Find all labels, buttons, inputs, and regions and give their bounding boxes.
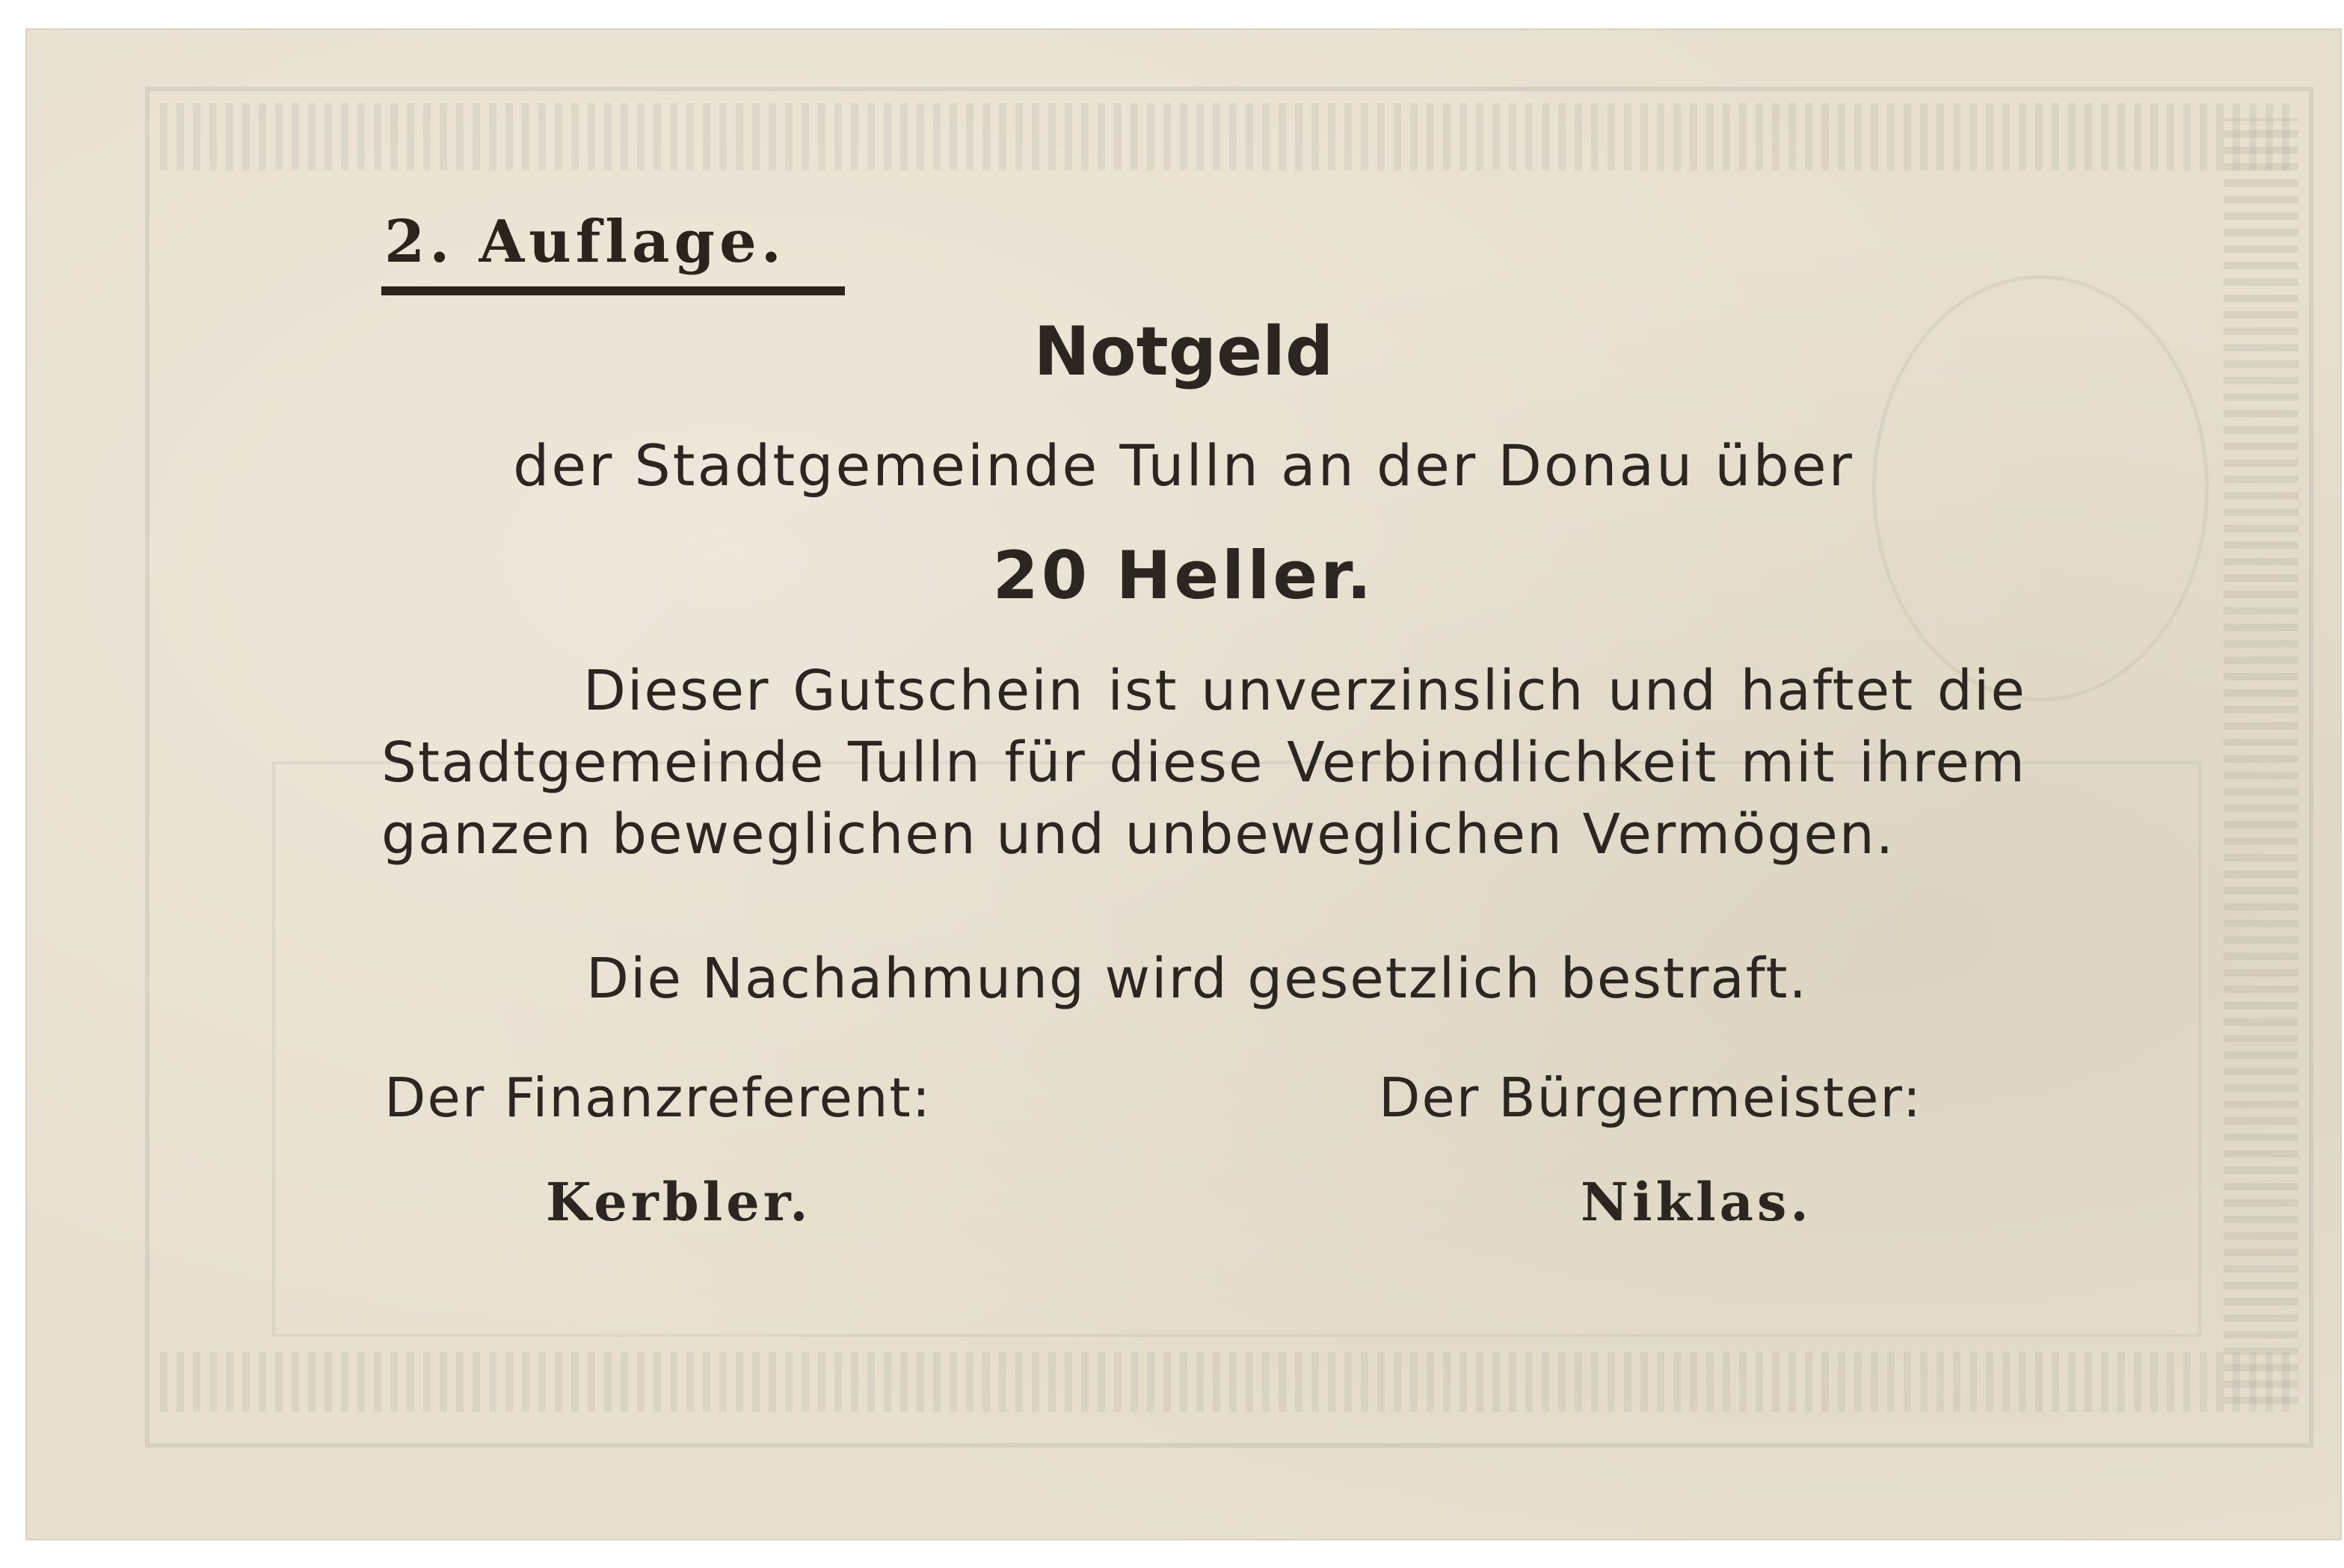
signatory-role-finance: Der Finanzreferent:: [384, 1066, 932, 1129]
liability-text: Dieser Gutschein ist unverzinslich und haftet die Stadtgemeinde Tulln für diese Verbindlichkeit mit ihrem ganzen beweglichen und unbeweglichen Vermögen.: [381, 659, 2026, 867]
edition-label: 2. Auflage.: [384, 208, 786, 276]
show-through-ornament-bottom: [160, 1352, 2298, 1412]
counterfeit-warning: Die Nachahmung wird gesetzlich bestraft.: [586, 947, 1808, 1011]
edition-underline: [381, 286, 845, 295]
signatory-name-mayor: Niklas.: [1581, 1171, 1812, 1233]
note-title: Notgeld: [1033, 313, 1334, 391]
signatory-name-finance: Kerbler.: [546, 1171, 812, 1233]
note-issuer: der Stadtgemeinde Tulln an der Donau über: [513, 432, 1854, 499]
show-through-ornament-top: [160, 103, 2298, 170]
note-amount: 20 Heller.: [992, 537, 1375, 614]
signatory-role-mayor: Der Bürgermeister:: [1379, 1066, 1922, 1129]
banknote-reverse: [25, 28, 2342, 1540]
show-through-ornament-right: [2224, 118, 2298, 1404]
